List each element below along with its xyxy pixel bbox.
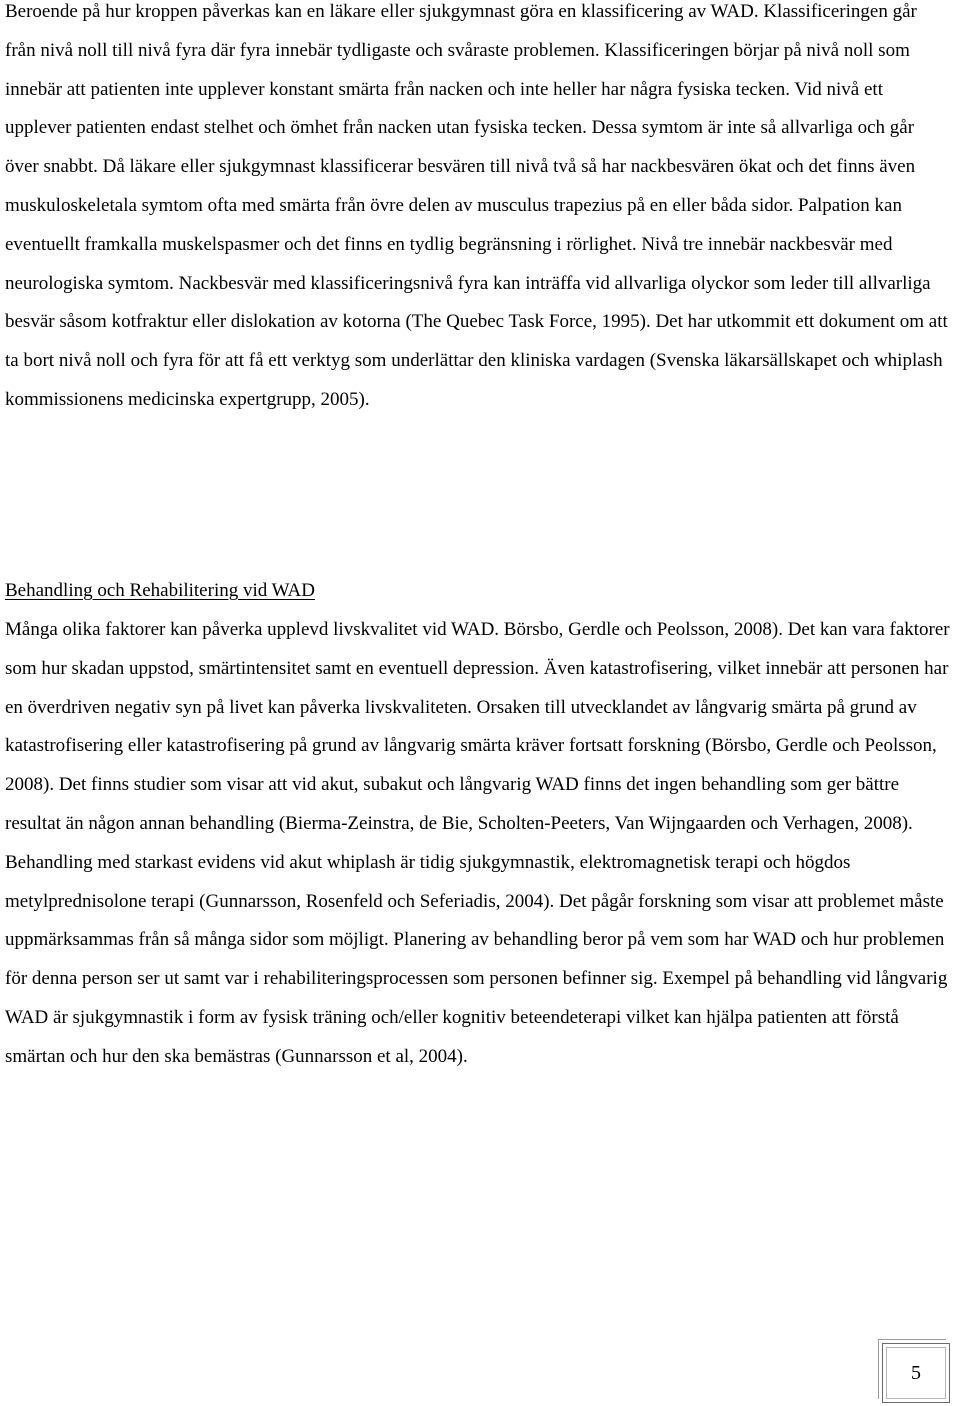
body-paragraph-classification: Beroende på hur kroppen påverkas kan en läkare eller sjukgymnast göra en klassificering av WAD. Klassificeringen går från nivå noll till nivå fyra där fyra innebär tydligaste och svåraste problemen. Klassificeringen börjar på nivå noll som innebär att patienten inte upplever konstant smärta från nacken och inte heller har några fysiska tecken. Vid nivå ett upplever patienten endast stelhet och ömhet från nacken utan fysiska tecken. Dessa symtom är inte så allvarliga och går över snabbt. Då läkare eller sjukgymnast klassificerar besvären till nivå två så har nackbesvären ökat och det finns även muskuloskeletala symtom ofta med smärta från övre delen av musculus trapezius på en eller båda sidor. Palpation kan eventuellt framkalla muskelspasmer och det finns en tydlig begränsning i rörlighet. Nivå tre innebär nackbesvär med neurologiska symtom. Nackbesvär med klassificeringsnivå fyra kan inträffa vid allvarliga olyckor som leder till allvarliga besvär såsom kotfraktur eller dislokation av kotorna (The Quebec Task Force, 1995). Det har utkommit ett dokument om att ta bort nivå noll och fyra för att få ett verktyg som underlättar den kliniska vardagen (Svenska läkarsällskapet och whiplash kommissionens medicinska expertgrupp, 2005).: [5, 1, 948, 410]
section-heading: Behandling och Rehabilitering vid WAD: [5, 580, 315, 601]
body-paragraph-treatment: Många olika faktorer kan påverka upplevd livskvalitet vid WAD. Börsbo, Gerdle och Peolsson, 2008). Det kan vara faktorer som hur skadan uppstod, smärtintensitet samt en eventuell depression. Även katastrofisering, vilket innebär att personen har en överdriven negativ syn på livet kan påverka livskvaliteten. Orsaken till utvecklandet av långvarig smärta på grund av katastrofisering eller katastrofisering på grund av långvarig smärta kräver fortsatt forskning (Börsbo, Gerdle och Peolsson, 2008). Det finns studier som visar att vid akut, subakut och långvarig WAD finns det ingen behandling som ger bättre resultat än någon annan behandling (Bierma-Zeinstra, de Bie, Scholten-Peeters, Van Wijngaarden och Verhagen, 2008). Behandling med starkast evidens vid akut whiplash är tidig sjukgymnastik, elektromagnetisk terapi och högdos metylprednisolone terapi (Gunnarsson, Rosenfeld och Seferiadis, 2004). Det pågår forskning som visar att problemet måste uppmärksammas från så många sidor som möjligt. Planering av behandling beror på vem som har WAD och hur problemen för denna person ser ut samt var i rehabiliteringsprocessen som personen befinner sig. Exempel på behandling vid långvarig WAD är sjukgymnastik i form av fysisk träning och/eller kognitiv beteendeterapi vilket kan hjälpa patienten att förstå smärtan och hur den ska bemästras (Gunnarsson et al, 2004).: [5, 619, 950, 1067]
page-number-box: [882, 1343, 950, 1403]
page-number: 5: [911, 1362, 921, 1384]
